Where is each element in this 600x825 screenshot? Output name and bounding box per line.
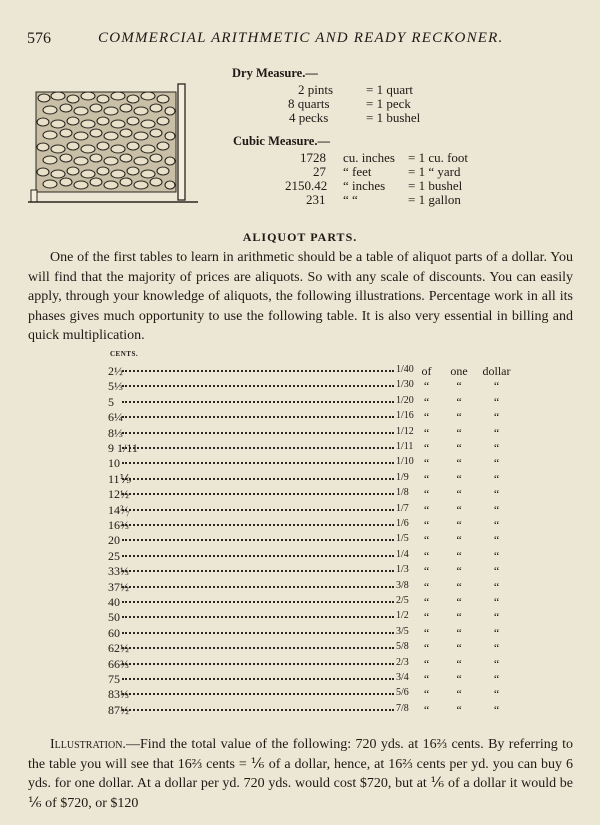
leader-dots (122, 632, 394, 634)
leader-dots (122, 509, 394, 511)
aliquot-cents: 50 (108, 610, 120, 625)
aliquot-cents: 60 (108, 625, 120, 640)
col-of: “ (423, 702, 430, 717)
col-of: “ (423, 548, 430, 563)
dry-row-2-right: = 1 peck (366, 96, 411, 111)
aliquot-cents: 62½ (108, 641, 129, 656)
cents-column-header: CENTS. (110, 350, 139, 358)
col-of: “ (423, 394, 430, 409)
leader-dots (122, 385, 394, 387)
aliquot-cents: 66⅔ (108, 656, 129, 671)
col-one: “ (456, 564, 462, 579)
col-of: “ (423, 672, 430, 686)
col-of: “ (423, 487, 430, 502)
running-head: COMMERCIAL ARITHMETIC AND READY RECKONER. (98, 30, 504, 46)
cubic-row-3-eq: = 1 bushel (408, 178, 463, 193)
col-one: “ (456, 533, 462, 548)
aliquot-row (108, 703, 588, 721)
leader-dots (122, 678, 394, 680)
cubic-row-2-qty: 27 (313, 164, 326, 179)
aliquot-cents: 8⅓ (108, 425, 123, 440)
col-of: “ (423, 379, 430, 394)
leader-dots (122, 555, 394, 557)
col-of: “ (423, 579, 430, 594)
aliquot-cents: 87½ (108, 702, 129, 717)
col-dollar: “ (493, 579, 500, 594)
aliquot-fraction: 1/6 (396, 518, 409, 529)
cubic-row-4-qty: 231 (306, 192, 326, 207)
leader-dots (122, 616, 394, 618)
aliquot-cents: 83⅓ (108, 687, 129, 702)
aliquot-fraction: 1/30 (396, 379, 414, 391)
dry-row-1-left: 2 pints (298, 82, 334, 97)
leader-dots (122, 586, 394, 588)
aliquot-fraction: 1/10 (396, 456, 414, 468)
col-one: “ (456, 595, 462, 609)
aliquot-fraction: 2/5 (396, 595, 409, 606)
leader-dots (122, 601, 394, 603)
aliquot-cents: 10 (108, 456, 120, 471)
leader-dots (122, 401, 394, 403)
col-one: one (450, 364, 468, 378)
leader-dots (122, 370, 394, 372)
aliquot-fraction: 1/4 (396, 548, 409, 560)
aliquot-cents: 2½ (108, 364, 123, 378)
aliquot-fraction: 1/7 (396, 502, 409, 514)
leader-dots (122, 524, 394, 526)
col-one: “ (456, 641, 462, 656)
col-one: “ (456, 579, 462, 594)
aliquot-fraction: 5/6 (396, 687, 409, 699)
col-of: “ (423, 595, 430, 609)
col-dollar: “ (493, 687, 500, 702)
col-dollar: “ (493, 394, 500, 409)
aliquot-fraction: 5/8 (396, 641, 409, 653)
aliquot-fraction: 1/9 (396, 471, 409, 483)
aliquot-fraction: 1/20 (396, 394, 414, 406)
col-one: “ (456, 625, 462, 640)
col-one: “ (456, 487, 462, 502)
col-one: “ (456, 394, 462, 409)
leader-dots (122, 493, 394, 495)
col-dollar: “ (493, 641, 500, 656)
col-dollar: “ (493, 471, 500, 486)
col-dollar: “ (493, 656, 500, 671)
illustration-text: —Find the total value of the following: 720 yds. at 16⅔ cents. By referring to the table you will see that 16⅔ cents = ⅙ of a dollar, hence, at 16⅔ cents per yd. you can buy 6 yds. for one dollar. At a dollar per yd. 720 yds. would cost $720, but at ⅙ of a dollar it would be ⅙ of $720, or $120 (28, 737, 573, 811)
col-of: “ (423, 533, 430, 548)
col-dollar: “ (493, 548, 500, 563)
dry-measure-heading: Dry Measure.— (232, 66, 318, 80)
col-dollar: “ (493, 502, 500, 517)
col-dollar: “ (493, 410, 500, 425)
leader-dots (122, 663, 394, 665)
col-dollar: dollar (482, 364, 511, 378)
aliquot-cents: 9 1/11 (108, 441, 138, 455)
col-dollar: “ (493, 672, 500, 686)
col-one: “ (456, 502, 462, 517)
col-dollar: “ (493, 702, 500, 717)
aliquot-cents: 5 (108, 394, 114, 409)
col-one: “ (456, 379, 462, 394)
leader-dots (122, 693, 394, 695)
aliquot-cents: 5⅓ (108, 379, 123, 394)
col-dollar: “ (493, 425, 500, 440)
aliquot-cents: 14²⁄₇ (108, 502, 130, 517)
col-dollar: “ (493, 533, 500, 548)
aliquot-cents: 11⅑ (108, 471, 132, 486)
cubic-row-2-eq: = 1 “ yard (408, 164, 461, 179)
col-one: “ (456, 471, 462, 486)
aliquot-fraction: 1/11 (396, 441, 414, 452)
col-one: “ (456, 656, 462, 671)
aliquot-cents: 25 (108, 548, 120, 563)
col-one: “ (456, 610, 462, 625)
col-dollar: “ (493, 487, 500, 502)
cubic-row-1-unit: cu. inches (343, 150, 395, 165)
col-of: “ (423, 456, 430, 471)
aliquot-fraction: 1/2 (396, 610, 409, 622)
col-one: “ (456, 456, 462, 471)
leader-dots (122, 570, 394, 572)
col-dollar: “ (493, 441, 500, 455)
aliquot-fraction: 3/4 (396, 672, 409, 683)
col-one: “ (456, 518, 462, 532)
aliquot-cents: 75 (108, 672, 120, 686)
dry-row-3-left: 4 pecks (289, 110, 329, 125)
col-one: “ (456, 687, 462, 702)
cubic-row-1-eq: = 1 cu. foot (408, 150, 469, 165)
cubic-row-3-qty: 2150.42 (285, 178, 328, 193)
aliquot-cents: 33⅓ (108, 564, 129, 579)
col-one: “ (456, 410, 462, 425)
col-dollar: “ (493, 456, 500, 471)
aliquot-cents: 6¼ (108, 410, 123, 425)
aliquot-cents: 37½ (108, 579, 129, 594)
leader-dots (122, 447, 394, 449)
aliquot-fraction: 1/16 (396, 410, 414, 422)
col-of: “ (423, 656, 430, 671)
col-of: “ (423, 641, 430, 656)
leader-dots (122, 647, 394, 649)
aliquot-heading: ALIQUOT PARTS. (242, 230, 358, 244)
leader-dots (122, 478, 394, 480)
cubic-row-4-eq: = 1 gallon (408, 192, 461, 207)
aliquot-fraction: 1/3 (396, 564, 409, 576)
col-of: of (421, 364, 432, 378)
leader-dots (122, 432, 394, 434)
col-of: “ (423, 425, 430, 440)
leader-dots (122, 539, 394, 541)
col-of: “ (423, 625, 430, 640)
leader-dots (122, 709, 394, 711)
aliquot-fraction: 3/5 (396, 625, 409, 637)
aliquot-fraction: 1/12 (396, 425, 414, 437)
aliquot-fraction: 1/40 (396, 364, 414, 375)
col-dollar: “ (493, 379, 500, 394)
col-one: “ (456, 702, 462, 717)
illustration-paragraph (28, 735, 573, 813)
dry-row-2-left: 8 quarts (288, 96, 330, 111)
col-one: “ (456, 441, 462, 455)
page-number: 576 (27, 30, 51, 47)
col-dollar: “ (493, 564, 500, 579)
col-of: “ (423, 471, 430, 486)
cubic-row-1-qty: 1728 (300, 150, 326, 165)
col-one: “ (456, 425, 462, 440)
col-of: “ (423, 410, 430, 425)
col-dollar: “ (493, 595, 500, 609)
col-dollar: “ (493, 518, 500, 532)
aliquot-cents: 20 (108, 533, 120, 548)
col-dollar: “ (493, 625, 500, 640)
col-of: “ (423, 564, 430, 579)
cubic-row-4-unit: “ “ (343, 192, 358, 207)
aliquot-cents: 12½ (108, 487, 129, 502)
col-one: “ (456, 672, 462, 686)
col-of: “ (423, 610, 430, 625)
col-of: “ (423, 502, 430, 517)
dry-row-3-right: = 1 bushel (366, 110, 421, 125)
aliquot-intro (28, 248, 573, 346)
leader-dots (122, 462, 394, 464)
col-one: “ (456, 548, 462, 563)
aliquot-intro-text: One of the first tables to learn in arithmetic should be a table of aliquot parts of a dollar. You will find that the majority of prices are aliquots. So with any scale of discounts. You can easily apply, through your knowledge of aliquots, the following illustrations. Percentage work in all its phases gives much opportunity to use the following table. It is also very essential in billing and quick multiplication. (28, 250, 573, 343)
illustration-label: Illustration. (50, 737, 126, 752)
leader-dots (122, 416, 394, 418)
aliquot-fraction: 3/8 (396, 579, 409, 591)
dry-row-1-right: = 1 quart (366, 82, 414, 97)
woodpile-illustration (28, 78, 198, 208)
cubic-row-2-unit: “ feet (343, 164, 372, 179)
col-of: “ (423, 518, 430, 532)
col-of: “ (423, 687, 430, 702)
col-of: “ (423, 441, 430, 455)
aliquot-fraction: 7/8 (396, 702, 409, 714)
cubic-measure-heading: Cubic Measure.— (233, 134, 330, 148)
aliquot-cents: 16⅔ (108, 518, 129, 532)
aliquot-fraction: 1/8 (396, 487, 409, 499)
aliquot-fraction: 1/5 (396, 533, 409, 545)
col-dollar: “ (493, 610, 500, 625)
aliquot-fraction: 2/3 (396, 656, 409, 668)
cubic-row-3-unit: “ inches (343, 178, 386, 193)
aliquot-cents: 40 (108, 595, 120, 609)
